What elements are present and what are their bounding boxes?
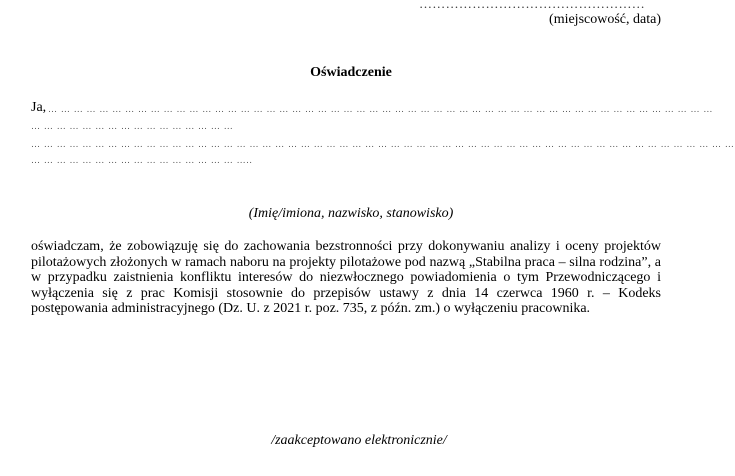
name-dotted-line-1: … … … … … … … … … … … … … … … … … … … … … … … … … … … … … … … … … … … … … … … … … … … … … … … … … … … … [48,104,714,114]
name-dotted-line-4: … … … … … … … … … … … … … … … … ….. [31,155,253,165]
place-date-dotted-line: …………………………………………… [419,0,646,11]
accepted-electronically-label: /zaakceptowano elektronicznie/ [271,433,447,448]
declaration-body: oświadczam, że zobowiązuję się do zachowania bezstronności przy dokonywaniu analizy i oceny projektów pilotażowych złożonych w ramach naboru na projekty pilotażowe pod nazwą „Stabilna praca – silna rodzina”, a w przypadku zaistnienia konfliktu interesów do niezwłocznego powiadomienia o tym Przewodniczącego i wyłączenia się z prac Komisji stosownie do przepisów ustawy z dnia 14 czerwca 1960 r. – Kodeks postępowania administracyjnego (Dz. U. z 2021 r. poz. 735, z późn. zm.) o wyłączeniu pracownika. [31,239,661,317]
document-title: Oświadczenie [310,65,392,80]
name-dotted-line-3: … … … … … … … … … … … … … … … … … … … … … … … … … … … … … … … … … … … … … … … … … … … … … … … … … … … … … … … [31,139,735,149]
ja-prefix: Ja, [31,100,47,115]
name-dotted-line-2: … … … … … … … … … … … … … … … … [31,121,234,131]
name-caption: (Imię/imiona, nazwisko, stanowisko) [248,206,454,221]
place-date-label: (miejscowość, data) [549,12,661,27]
